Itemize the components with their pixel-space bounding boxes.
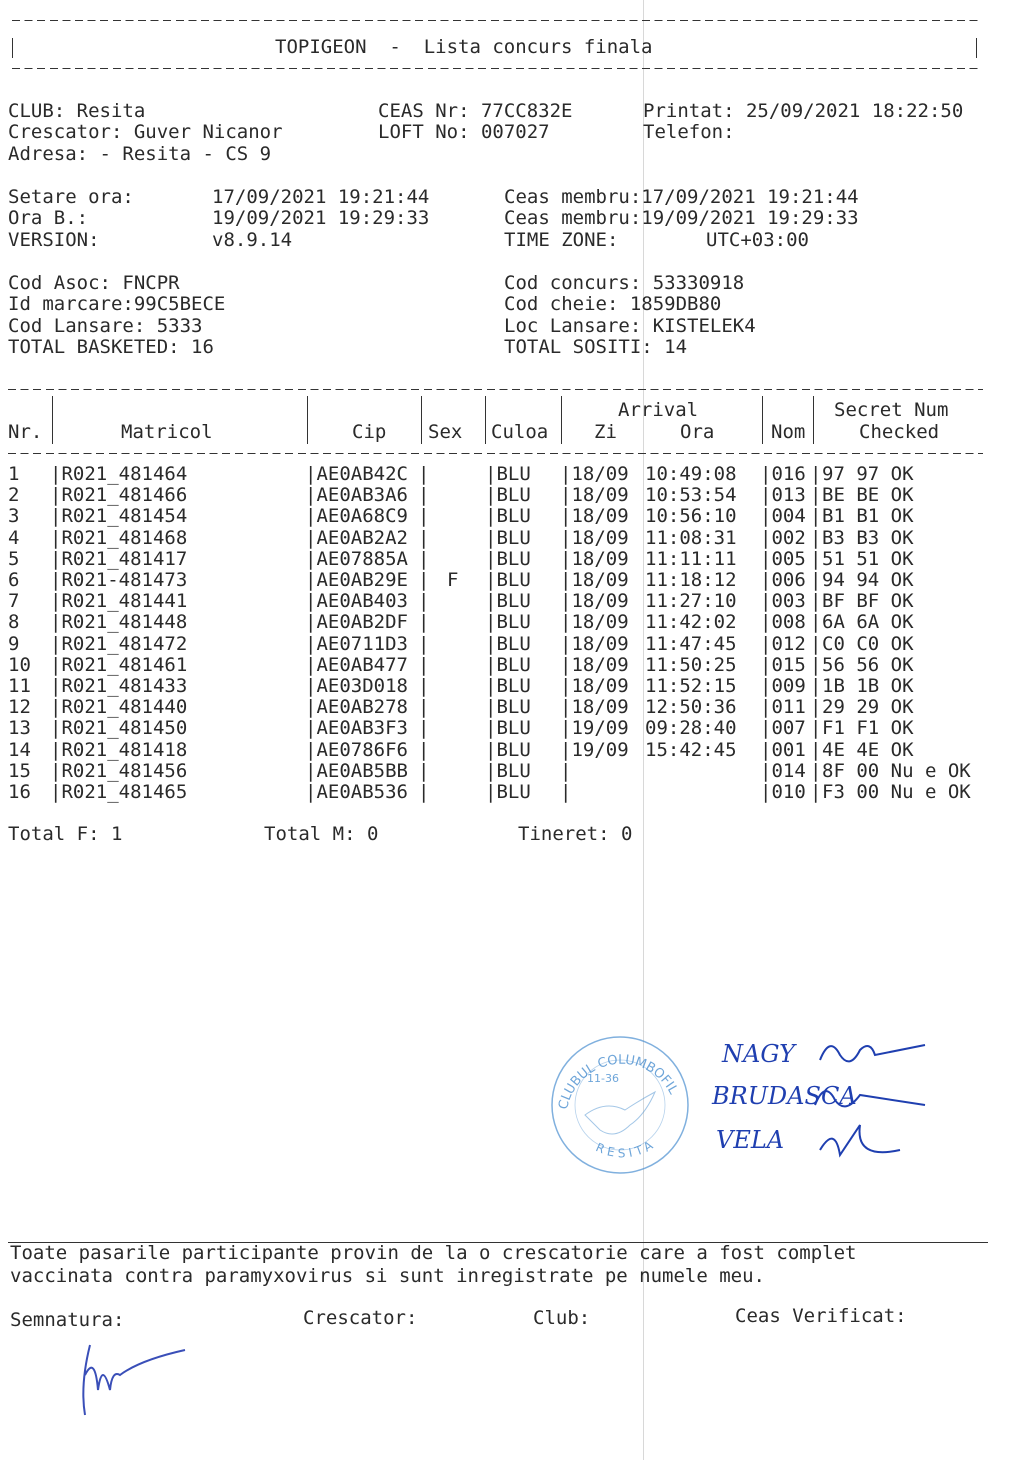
table-row (0, 655, 1000, 676)
club-stamp (545, 1030, 695, 1180)
ceas-membru-2: Ceas membru:19/09/2021 19:29:33 (504, 207, 859, 229)
row-zi (560, 782, 571, 803)
row-matricol: | R021_481465 (50, 782, 187, 803)
row-secret: 51 51 OK (822, 547, 914, 570)
cell-separator (810, 782, 821, 803)
row-cip: | AE0AB42C (305, 464, 408, 485)
divider (12, 68, 978, 69)
cell-separator (810, 591, 821, 612)
row-secret: 4E 4E OK (822, 738, 914, 761)
row-culoa: | BLU (485, 612, 531, 633)
table-row (0, 697, 1000, 718)
cod-asoc: Cod Asoc: FNCPR (8, 272, 180, 294)
ora-b: 19/09/2021 19:29:33 (212, 207, 430, 229)
cell-separator (810, 697, 821, 718)
cell-separator (418, 612, 429, 633)
row-matricol: | R021_481454 (50, 506, 187, 527)
table-row (0, 506, 1000, 527)
cell-separator (810, 612, 821, 633)
row-nr: 13 (8, 717, 31, 740)
cod-cheie: Cod cheie: 1859DB80 (504, 293, 722, 315)
row-ora: 11:11:11 (645, 547, 737, 570)
row-matricol: | R021_481441 (50, 591, 187, 612)
row-matricol: | R021_481433 (50, 676, 187, 697)
row-nr: 1 (8, 463, 20, 485)
row-matricol: | R021_481468 (50, 528, 187, 549)
row-cip: | AE0AB29E (305, 570, 408, 591)
total-m: Total M: 0 (264, 823, 379, 845)
row-zi: | 19/09 (560, 718, 629, 739)
row-cip: | AE0AB278 (305, 697, 408, 718)
header-culoa: Culoa (491, 421, 549, 443)
row-ora: 10:53:54 (645, 484, 737, 507)
row-zi (560, 761, 571, 782)
row-nr: 12 (8, 696, 31, 719)
row-secret: B1 B1 OK (822, 505, 914, 528)
table-row (0, 634, 1000, 655)
page-title: TOPIGEON - Lista concurs finala (275, 36, 653, 58)
version-label: VERSION: (8, 229, 100, 251)
row-cip: | AE0AB477 (305, 655, 408, 676)
cell-separator (418, 761, 429, 782)
row-zi: | 18/09 (560, 676, 629, 697)
id-marcare: Id marcare:99C5BECE (8, 293, 226, 315)
svg-text:RESITA: RESITA (593, 1136, 659, 1161)
row-matricol: | R021-481473 (50, 570, 187, 591)
table-row (0, 485, 1000, 506)
row-zi: | 18/09 (560, 549, 629, 570)
row-nom: | 002 (760, 528, 806, 549)
row-zi: | 18/09 (560, 464, 629, 485)
semnatura-label: Semnatura: (10, 1309, 125, 1331)
table-row (0, 740, 1000, 761)
row-cip: | AE0786F6 (305, 740, 408, 761)
cell-separator (810, 740, 821, 761)
header-secret: Secret Num (834, 399, 949, 421)
row-nr: 2 (8, 484, 20, 507)
row-matricol: | R021_481418 (50, 740, 187, 761)
declaration-line-1: Toate pasarile participante provin de la o crescatorie care a fost complet (10, 1242, 857, 1264)
row-secret: 94 94 OK (822, 569, 914, 591)
row-nr: 11 (8, 675, 31, 697)
declaration-line-2: vaccinata contra paramyxovirus si sunt inregistrate pe numele meu. (10, 1265, 765, 1287)
row-nr: 5 (8, 547, 20, 570)
signature-1: NAGY (722, 1040, 795, 1068)
header-checked: Checked (859, 421, 940, 443)
setare-ora: 17/09/2021 19:21:44 (212, 186, 430, 208)
row-nr: 4 (8, 526, 20, 549)
row-culoa: | BLU (485, 549, 531, 570)
row-culoa: | BLU (485, 676, 531, 697)
row-zi: | 18/09 (560, 506, 629, 527)
adresa: Adresa: - Resita - CS 9 (8, 143, 272, 165)
row-ora: 15:42:45 (645, 738, 737, 761)
cell-separator (418, 528, 429, 549)
signature-2: BRUDASCA (712, 1082, 857, 1110)
header-cip: Cip (352, 421, 387, 443)
divider (12, 38, 13, 58)
cell-separator (418, 634, 429, 655)
row-nom: | 007 (760, 718, 806, 739)
row-culoa: | BLU (485, 655, 531, 676)
total-f: Total F: 1 (8, 823, 123, 845)
divider (976, 38, 977, 58)
divider (12, 20, 978, 21)
cell-separator (810, 549, 821, 570)
row-matricol: | R021_481466 (50, 485, 187, 506)
cell-separator (418, 464, 429, 485)
club: CLUB: Resita (8, 100, 146, 122)
cell-separator (418, 591, 429, 612)
row-ora: 10:56:10 (645, 505, 737, 528)
row-nom: | 009 (760, 676, 806, 697)
row-nr: 10 (8, 653, 31, 676)
row-culoa: | BLU (485, 506, 531, 527)
row-ora: 11:52:15 (645, 675, 737, 697)
header-arrival: Arrival (618, 399, 699, 421)
row-matricol: | R021_481464 (50, 464, 187, 485)
header-sex: Sex (428, 421, 463, 443)
row-zi: | 18/09 (560, 591, 629, 612)
ceas-verificat-label: Ceas Verificat: (735, 1305, 907, 1327)
row-nom: | 008 (760, 612, 806, 633)
printat: Printat: 25/09/2021 18:22:50 (643, 100, 964, 122)
row-nr: 3 (8, 505, 20, 528)
cell-separator (418, 718, 429, 739)
ceas-membru-1: Ceas membru:17/09/2021 19:21:44 (504, 186, 859, 208)
cell-separator (810, 464, 821, 485)
row-nom: | 014 (760, 761, 806, 782)
row-nr: 9 (8, 632, 20, 655)
row-ora: 11:47:45 (645, 632, 737, 655)
row-culoa: | BLU (485, 782, 531, 803)
header-nom: Nom (771, 421, 806, 443)
row-matricol: | R021_481450 (50, 718, 187, 739)
row-cip: | AE03D018 (305, 676, 408, 697)
row-matricol: | R021_481417 (50, 549, 187, 570)
row-nr: 16 (8, 781, 31, 803)
cell-separator (810, 485, 821, 506)
cell-separator (810, 528, 821, 549)
row-secret: 97 97 OK (822, 463, 914, 485)
row-cip: | AE0AB3A6 (305, 485, 408, 506)
svg-text:CLUBUL COLUMBOFIL: CLUBUL COLUMBOFIL (556, 1052, 681, 1111)
divider (8, 453, 983, 454)
cell-separator (418, 697, 429, 718)
svg-text:11-36: 11-36 (587, 1072, 619, 1085)
cod-lansare: Cod Lansare: 5333 (8, 315, 203, 337)
cod-concurs: Cod concurs: 53330918 (504, 272, 745, 294)
row-nr: 8 (8, 611, 20, 634)
header-nr: Nr. (8, 421, 43, 443)
telefon: Telefon: (643, 121, 735, 143)
table-row (0, 782, 1000, 803)
row-matricol: | R021_481472 (50, 634, 187, 655)
row-culoa: | BLU (485, 740, 531, 761)
row-nr: 7 (8, 590, 20, 613)
row-culoa: | BLU (485, 634, 531, 655)
header-zi: Zi (594, 421, 617, 443)
row-cip: | AE0A68C9 (305, 506, 408, 527)
row-ora: 10:49:08 (645, 463, 737, 485)
row-culoa: | BLU (485, 570, 531, 591)
version: v8.9.14 (212, 229, 293, 251)
row-nr: 6 (8, 569, 20, 591)
row-nom: | 011 (760, 697, 806, 718)
row-nom: | 001 (760, 740, 806, 761)
row-secret: B3 B3 OK (822, 526, 914, 549)
table-row (0, 761, 1000, 782)
loft-no: LOFT No: 007027 (378, 121, 550, 143)
row-cip: | AE0AB403 (305, 591, 408, 612)
row-culoa: | BLU (485, 485, 531, 506)
row-nom: | 004 (760, 506, 806, 527)
row-zi: | 18/09 (560, 655, 629, 676)
row-secret: 6A 6A OK (822, 611, 914, 634)
row-nom: | 010 (760, 782, 806, 803)
divider (8, 389, 983, 390)
cell-separator (418, 506, 429, 527)
table-row (0, 591, 1000, 612)
row-secret: BF BF OK (822, 590, 914, 613)
total-sositi: TOTAL SOSITI: 14 (504, 336, 688, 358)
cell-separator (418, 740, 429, 761)
cell-separator (810, 655, 821, 676)
table-row (0, 718, 1000, 739)
row-zi: | 18/09 (560, 528, 629, 549)
row-nom: | 015 (760, 655, 806, 676)
row-secret: 8F 00 Nu e OK (822, 759, 971, 782)
cell-separator (418, 570, 429, 591)
row-nom: | 013 (760, 485, 806, 506)
cell-separator (810, 761, 821, 782)
row-zi: | 19/09 (560, 740, 629, 761)
row-culoa: | BLU (485, 464, 531, 485)
signature-3: VELA (716, 1126, 785, 1154)
row-nom: | 005 (760, 549, 806, 570)
cell-separator (418, 655, 429, 676)
row-culoa: | BLU (485, 528, 531, 549)
row-culoa: | BLU (485, 697, 531, 718)
table-row (0, 612, 1000, 633)
row-matricol: | R021_481440 (50, 697, 187, 718)
row-ora: 11:50:25 (645, 653, 737, 676)
row-culoa: | BLU (485, 761, 531, 782)
ceas-nr: CEAS Nr: 77CC832E (378, 100, 573, 122)
table-row (0, 464, 1000, 485)
row-secret: F1 F1 OK (822, 717, 914, 740)
cell-separator (810, 676, 821, 697)
row-secret: 56 56 OK (822, 653, 914, 676)
row-zi: | 18/09 (560, 485, 629, 506)
row-cip: | AE0711D3 (305, 634, 408, 655)
row-matricol: | R021_481461 (50, 655, 187, 676)
row-secret: F3 00 Nu e OK (822, 781, 971, 803)
row-zi: | 18/09 (560, 634, 629, 655)
cell-separator (418, 549, 429, 570)
setare-ora-label: Setare ora: (8, 186, 134, 208)
tineret: Tineret: 0 (518, 823, 633, 845)
loc-lansare: Loc Lansare: KISTELEK4 (504, 315, 756, 337)
row-ora: 11:18:12 (645, 569, 737, 591)
row-matricol: | R021_481456 (50, 761, 187, 782)
crescator: Crescator: Guver Nicanor (8, 121, 283, 143)
club-label: Club: (533, 1307, 591, 1329)
row-nom: | 016 (760, 464, 806, 485)
total-basketed: TOTAL BASKETED: 16 (8, 336, 214, 358)
row-cip: | AE0AB2A2 (305, 528, 408, 549)
cell-separator (810, 634, 821, 655)
row-cip: | AE0AB5BB (305, 761, 408, 782)
cell-separator (810, 506, 821, 527)
row-culoa: | BLU (485, 591, 531, 612)
row-nom: | 003 (760, 591, 806, 612)
cell-separator (418, 485, 429, 506)
table-row (0, 676, 1000, 697)
row-ora: 09:28:40 (645, 717, 737, 740)
row-zi: | 18/09 (560, 612, 629, 633)
row-sex: F (447, 569, 459, 591)
row-secret: 1B 1B OK (822, 675, 914, 697)
time-zone: UTC+03:00 (706, 229, 809, 251)
row-nom: | 012 (760, 634, 806, 655)
header-ora: Ora (680, 421, 715, 443)
row-cip: | AE0AB2DF (305, 612, 408, 633)
crescator-label: Crescator: (303, 1307, 418, 1329)
signature-scribbles (800, 1030, 950, 1180)
row-secret: 29 29 OK (822, 696, 914, 719)
row-ora: 11:27:10 (645, 590, 737, 613)
row-nr: 15 (8, 759, 31, 782)
ora-b-label: Ora B.: (8, 207, 89, 229)
table-row (0, 549, 1000, 570)
row-cip: | AE0AB3F3 (305, 718, 408, 739)
cell-separator (810, 718, 821, 739)
table-row (0, 528, 1000, 549)
table-row (0, 570, 1000, 591)
row-secret: BE BE OK (822, 484, 914, 507)
row-zi: | 18/09 (560, 570, 629, 591)
time-zone-label: TIME ZONE: (504, 229, 619, 251)
row-cip: | AE07885A (305, 549, 408, 570)
row-culoa: | BLU (485, 718, 531, 739)
row-matricol: | R021_481448 (50, 612, 187, 633)
row-cip: | AE0AB536 (305, 782, 408, 803)
row-ora: 11:42:02 (645, 611, 737, 634)
row-nom: | 006 (760, 570, 806, 591)
row-zi: | 18/09 (560, 697, 629, 718)
row-ora: 12:50:36 (645, 696, 737, 719)
row-ora: 11:08:31 (645, 526, 737, 549)
row-secret: C0 C0 OK (822, 632, 914, 655)
breeder-signature (60, 1335, 200, 1425)
cell-separator (418, 676, 429, 697)
header-matricol: Matricol (121, 421, 213, 443)
row-nr: 14 (8, 738, 31, 761)
cell-separator (810, 570, 821, 591)
cell-separator (418, 782, 429, 803)
